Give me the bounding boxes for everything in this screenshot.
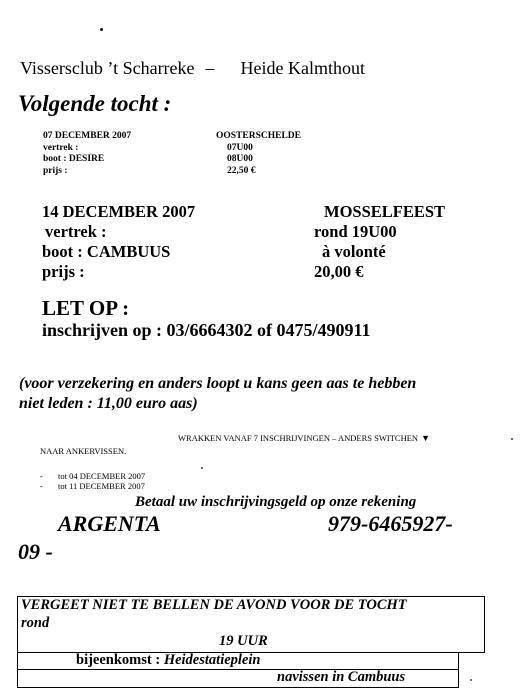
account-number: 979-6465927- (328, 511, 453, 536)
trip-big-extra: à volonté (322, 242, 386, 261)
trip-big-date: 14 DECEMBER 2007 (42, 202, 196, 221)
bank-name: ARGENTA (58, 511, 161, 536)
trip-small-departure-label: vertrek : (43, 142, 79, 153)
trip-small-date: 07 DECEMBER 2007 (43, 131, 132, 141)
trip-big-event: MOSSELFEEST (324, 202, 446, 221)
scan-speck (470, 679, 472, 681)
insurance-note-line2: niet leden : 11,00 euro aas) (19, 395, 198, 412)
deadline-item (40, 481, 145, 491)
deadline-date: tot 11 DECEMBER 2007 (58, 481, 145, 491)
trip-big-departure: rond 19U00 (314, 222, 397, 241)
trip-small-boat: boot : DESIRE (43, 154, 105, 164)
signup-phones: inschrijven op : 03/6664302 of 0475/490911 (42, 320, 371, 340)
trip-small-values (216, 131, 301, 177)
deadline-list (40, 471, 145, 491)
trip-big-labels (42, 202, 195, 282)
meeting-label: bijeenkomst : (76, 652, 161, 668)
trip-big-boat: boot : CAMBUUS (42, 242, 171, 261)
call-reminder: VERGEET NIET TE BELLEN DE AVOND VOOR DE TOCHT (21, 597, 407, 613)
notice-heading: LET OP : (42, 296, 130, 320)
trip-small-labels (43, 131, 131, 177)
club-location: Heide Kalmthout (240, 58, 366, 78)
trip-big-price-label: prijs : (42, 262, 85, 281)
club-name: Vissersclub ’t Scharreke (20, 58, 195, 78)
insurance-note-line1: (voor verzekering en anders loopt u kans geen aas te hebben (19, 375, 417, 392)
wrecks-note (178, 433, 430, 443)
trip-big-price: 20,00 € (314, 262, 364, 281)
wrecks-text: WRAKKEN VANAF 7 INSCHRIJVINGEN – ANDERS SWITCHEN (178, 433, 419, 443)
payment-instruction: Betaal uw inschrijvingsgeld op onze rekening (135, 494, 417, 510)
header-separator: – (205, 58, 215, 78)
trip-small-boat-time: 08U00 (227, 154, 253, 164)
trip-small-price-label: prijs : (43, 165, 68, 176)
arrow-icon: ▼ (421, 433, 430, 443)
trip-small-price: 22,50 € (227, 165, 256, 176)
anchor-note: NAAR ANKERVISSEN. (40, 446, 127, 456)
scan-speck (201, 467, 203, 469)
meeting-place: Heidestatieplein (163, 652, 261, 668)
insurance-note (19, 374, 416, 414)
trip-small-destination: OOSTERSCHELDE (216, 131, 301, 141)
deadline-item (40, 471, 145, 481)
scan-speck (100, 28, 103, 31)
trip-small-departure: 07U00 (227, 142, 253, 153)
page-title: Volgende tocht : (18, 91, 172, 116)
call-time: 19 UUR (219, 633, 268, 649)
call-reminder-rond: rond (21, 615, 50, 631)
deadline-date: tot 04 DECEMBER 2007 (58, 471, 146, 481)
meeting-line (76, 652, 260, 669)
scan-speck (511, 438, 513, 440)
club-header (20, 58, 365, 79)
trip-big-departure-label: vertrek : (45, 222, 107, 241)
fishing-note: navissen in Cambuus (277, 669, 406, 685)
trip-big-values (314, 202, 445, 282)
account-number-tail: 09 - (18, 539, 53, 564)
bullet-dash: - (40, 471, 43, 481)
bullet-dash: - (40, 481, 43, 491)
